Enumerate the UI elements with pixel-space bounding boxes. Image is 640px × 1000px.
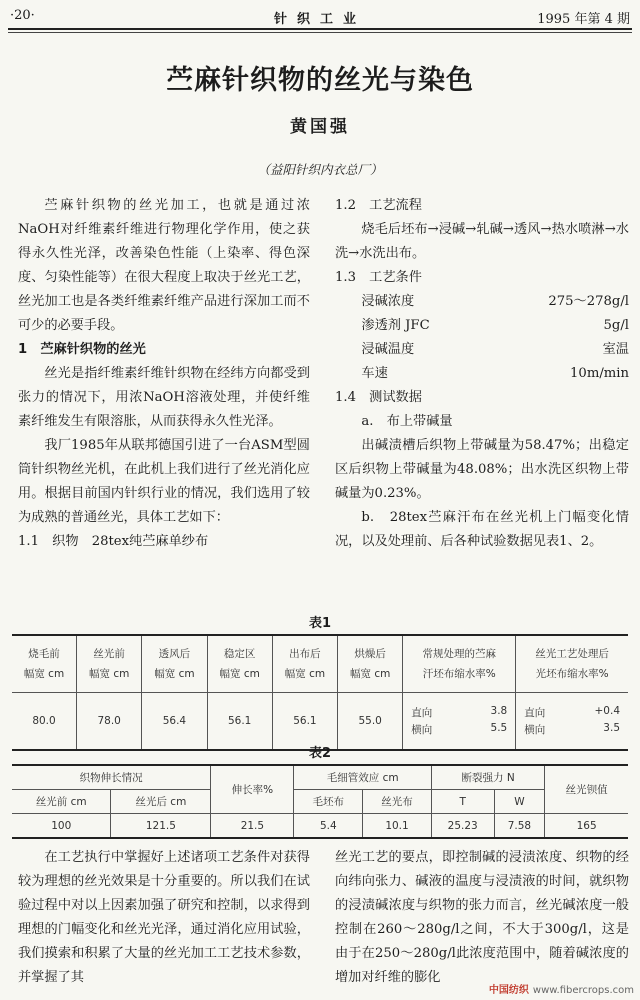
table-header-cell: 透风后 幅宽 cm: [142, 635, 207, 693]
table-header-cell: W: [494, 790, 545, 814]
watermark-logo: 中国纺织: [488, 985, 529, 996]
condition-label: 车速: [361, 366, 388, 381]
subsection-b-para: b. 28tex苎麻汗布在丝光机上门幅变化情况，以及处理前、后各种试验数据见表1、2。: [335, 510, 629, 549]
page-number: ·20·: [10, 8, 35, 23]
table-cell: 21.5: [211, 814, 294, 839]
table-header-cell: 断裂强力 N: [431, 765, 544, 790]
table-header-cell: 丝光前 cm: [12, 790, 111, 814]
bottom-left-column: [18, 846, 310, 990]
subsection-a-heading: a. 布上带碱量: [361, 414, 453, 429]
section-1-2-heading: 1.2 工艺流程: [335, 198, 422, 213]
table-cell: 56.1: [207, 693, 272, 751]
table-cell: 5.4: [294, 814, 363, 839]
table-header-cell: 出布后 幅宽 cm: [272, 635, 337, 693]
table-header-cell: 烘燥后 幅宽 cm: [338, 635, 403, 693]
watermark-url: www.fibercrops.com: [532, 985, 634, 996]
table-header-cell: 丝光前 幅宽 cm: [77, 635, 142, 693]
bottom-left-paragraph: 在工艺执行中掌握好上述诸项工艺条件对获得较为理想的丝光效果是十分重要的。所以我们在试验过程中对以上因素加强了研究和控制，以求得到理想的门幅变化和丝光光泽，通过消化应用试验，我们摸索和积累了大量的丝光加工工艺技术参数，并掌握了其: [18, 850, 310, 985]
direction-label: 直向: [524, 707, 546, 719]
table-2: [12, 764, 628, 839]
section-1-3-heading: 1.3 工艺条件: [335, 270, 422, 285]
table-header-cell: 丝光后 cm: [111, 790, 211, 814]
direction-label: 横向: [524, 724, 546, 736]
condition-row: [335, 362, 629, 386]
table-cell: 25.23: [431, 814, 494, 839]
header-rule: [8, 28, 632, 30]
condition-value: 5g/l: [603, 318, 629, 333]
watermark: [489, 981, 634, 996]
table-header-cell: 毛细管效应 cm: [294, 765, 431, 790]
bottom-right-paragraph: 丝光工艺的要点，即控制碱的浸渍浓度、织物的经向纬向张力、碱液的温度与浸渍液的时间，就织物的浸渍碱浓度与织物的张力而言，丝光碱浓度一般控制在260～280g/l之间，不大于300g/l，这是由于在250～280g/l此浓度范围中，随着碱浓度的增加对纤维的膨化: [335, 850, 629, 985]
condition-value: 室温: [602, 342, 629, 357]
table-cell: 56.4: [142, 693, 207, 751]
author-affiliation: （益阳针织内衣总厂）: [257, 162, 383, 177]
table-cell: 100: [12, 814, 111, 839]
shrink-value: 3.5: [603, 722, 620, 734]
intro-paragraph: 苎麻针织物的丝光加工，也就是通过浓NaOH对纤维素纤维进行物理化学作用，使之获得永久性光泽，改善染色性能（上染率、得色深度、匀染性能等）在很大程度上取决于丝光工艺，丝光加工也是各类纤维素纤维产品进行深加工而不可少的必要手段。: [18, 198, 310, 333]
table-header-cell: 稳定区 幅宽 cm: [207, 635, 272, 693]
table-header-row: [12, 635, 628, 693]
section-1-para-2: 我厂1985年从联邦德国引进了一台ASM型圆筒针织物丝光机，在此机上我们进行了丝光消化应用。根据目前国内针织行业的情况，我们选用了较为成熟的普通丝光，具体工艺如下：: [18, 438, 310, 525]
table-row: [12, 814, 628, 839]
subsection-a-para: 出碱渍槽后织物上带碱量为58.47%；出稳定区后织物上带碱量为48.08%；出水洗区织物上带碱量为0.23%。: [335, 438, 629, 501]
table-header-cell: 丝光工艺处理后 光坯布缩水率%: [516, 635, 628, 693]
table-header-cell: T: [431, 790, 494, 814]
section-1-para-1: 丝光是指纤维素纤维针织物在经纬方向都受到张力的情况下，用浓NaOH溶液处理，并使纤维素纤维发生有限溶胀，从而获得永久性光泽。: [18, 366, 310, 429]
table-cell: 7.58: [494, 814, 545, 839]
table-header-cell: 毛坯布: [294, 790, 363, 814]
table-cell: 165: [545, 814, 628, 839]
table-header-row: [12, 790, 628, 814]
left-column: [18, 194, 310, 554]
article-title: 苎麻针织物的丝光与染色: [166, 65, 474, 96]
header-rule-thin: [8, 32, 632, 33]
table-1: [12, 634, 628, 751]
table-cell: 56.1: [272, 693, 337, 751]
table-header-cell: 丝光钡值: [545, 765, 628, 814]
condition-value: 275～278g/l: [548, 294, 629, 309]
direction-label: 横向: [411, 724, 433, 736]
condition-label: 渗透剂 JFC: [361, 318, 430, 333]
table-header-cell: 烧毛前 幅宽 cm: [12, 635, 77, 693]
process-flow: 烧毛后坯布→浸碱→轧碱→透风→热水喷淋→水洗→水洗出布。: [335, 222, 629, 261]
issue-label: 1995 年第 4 期: [537, 12, 630, 27]
section-1-4-heading: 1.4 测试数据: [335, 390, 422, 405]
table-cell: 78.0: [77, 693, 142, 751]
shrink-value: 5.5: [490, 722, 508, 734]
table-2-caption: 表2: [308, 746, 332, 761]
journal-name: 针织工业: [273, 12, 366, 27]
condition-label: 浸碱浓度: [361, 294, 415, 309]
table-cell: 80.0: [12, 693, 77, 751]
direction-label: 直向: [411, 707, 433, 719]
table-1-caption: 表1: [308, 616, 332, 631]
condition-row: [335, 314, 629, 338]
section-1-1-heading: 1.1 织物 28tex纯苎麻单纱布: [18, 534, 209, 549]
table-cell: 55.0: [338, 693, 403, 751]
table-header-cell: 织物伸长情况: [12, 765, 211, 790]
condition-row: [335, 290, 629, 314]
table-header-row: [12, 765, 628, 790]
article-author: 黄国强: [290, 117, 350, 137]
table-header-cell: 伸长率%: [211, 765, 294, 814]
bottom-right-column: [335, 846, 629, 990]
section-1-heading: 1 苎麻针织物的丝光: [18, 342, 146, 357]
condition-label: 浸碱温度: [361, 342, 415, 357]
table-header-cell: 常规处理的苎麻 汗坯布缩水率%: [403, 635, 516, 693]
shrink-value: +0.4: [594, 705, 620, 717]
running-header: [10, 6, 630, 28]
table-cell: 121.5: [111, 814, 211, 839]
condition-value: 10m/min: [570, 366, 629, 381]
table-header-cell: 丝光布: [363, 790, 432, 814]
shrink-value: 3.8: [490, 705, 508, 717]
table-cell: 10.1: [363, 814, 432, 839]
condition-row: [335, 338, 629, 362]
right-column: [335, 194, 629, 554]
